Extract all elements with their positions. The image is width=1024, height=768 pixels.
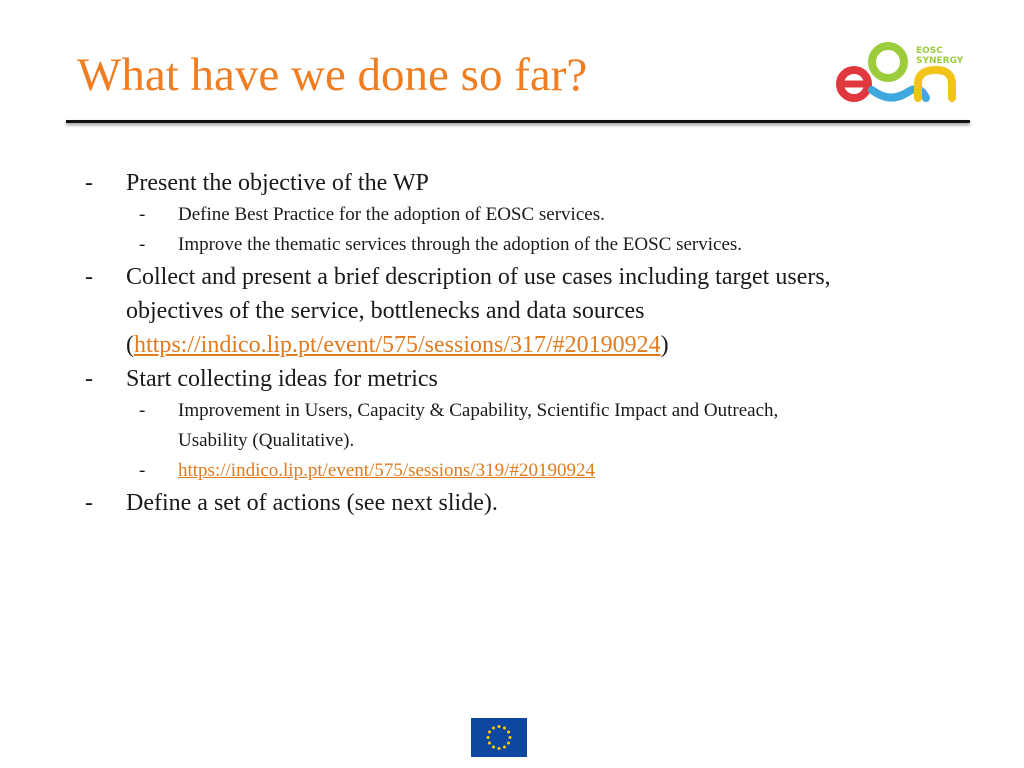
bullet-text: objectives of the service, bottlenecks and data sources	[126, 298, 645, 324]
sub-bullet-item	[0, 426, 1024, 456]
bullet-dash: -	[85, 170, 93, 196]
eu-star	[492, 726, 495, 729]
sub-bullet-item	[0, 456, 1024, 486]
bullet-dash: -	[85, 264, 93, 290]
eu-flag-background	[471, 718, 527, 757]
bullet-dash: -	[85, 490, 93, 516]
logo-text-synergy: SYNERGY	[916, 56, 964, 66]
bullet-dash: -	[139, 460, 146, 481]
bullet-text: Present the objective of the WP	[126, 170, 429, 196]
eu-star	[509, 736, 512, 739]
sub-bullet-item	[0, 230, 1024, 260]
bullet-text: Improvement in Users, Capacity & Capability, Scientific Impact and Outreach,	[178, 400, 779, 421]
eu-flag-icon	[471, 718, 527, 757]
bullet-dash: -	[139, 400, 146, 421]
logo-green-ring	[872, 46, 904, 78]
bullet-link-line	[126, 328, 1024, 362]
bullet-text: Define Best Practice for the adoption of EOSC services.	[178, 204, 605, 225]
indico-session-link[interactable]: https://indico.lip.pt/event/575/sessions/319/#20190924	[178, 460, 595, 481]
bullet-dash: -	[139, 204, 146, 225]
bullet-text: Collect and present a brief description of use cases including target users,	[126, 264, 831, 290]
bullet-item	[0, 328, 1024, 362]
slide-title: What have we done so far?	[77, 49, 588, 101]
sub-bullet-item	[0, 396, 1024, 426]
bullet-text: Improve the thematic services through the adoption of the EOSC services.	[178, 234, 743, 255]
bullet-link-line	[178, 456, 1024, 486]
eu-star	[503, 726, 506, 729]
title-underline	[66, 120, 970, 123]
bullet-item	[0, 166, 1024, 200]
bullet-text: Usability (Qualitative).	[178, 430, 355, 451]
bullet-text: Define a set of actions (see next slide).	[126, 490, 498, 516]
bullet-list	[0, 166, 1024, 520]
sub-bullet-item	[0, 200, 1024, 230]
bullet-item	[0, 486, 1024, 520]
link-suffix: )	[660, 332, 669, 358]
eu-star	[507, 731, 510, 734]
eu-star	[492, 746, 495, 749]
eosc-synergy-logo	[832, 40, 967, 106]
indico-session-link[interactable]: https://indico.lip.pt/event/575/sessions/317/#20190924	[134, 332, 661, 358]
bullet-item	[0, 260, 1024, 294]
eu-star	[507, 742, 510, 745]
bullet-item	[0, 362, 1024, 396]
eu-star	[498, 725, 501, 728]
logo-text-eosc: EOSC	[916, 46, 943, 56]
eu-star	[487, 736, 490, 739]
eu-star	[488, 742, 491, 745]
bullet-item	[0, 294, 1024, 328]
bullet-dash: -	[139, 234, 146, 255]
link-prefix: (	[126, 332, 134, 358]
bullet-text: Start collecting ideas for metrics	[126, 366, 438, 392]
eu-star	[503, 746, 506, 749]
eu-star	[498, 747, 501, 750]
eu-star	[488, 731, 491, 734]
bullet-dash: -	[85, 366, 93, 392]
